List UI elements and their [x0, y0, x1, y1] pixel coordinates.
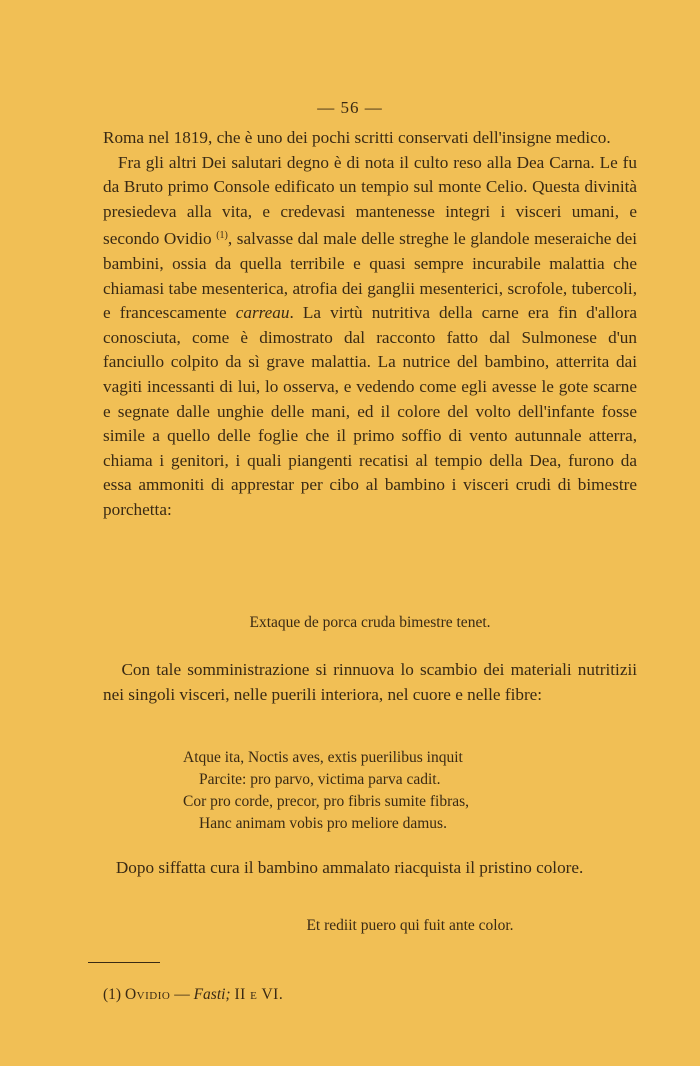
main-text-block: [103, 126, 637, 523]
footnote-author: Ovidio: [124, 986, 171, 1003]
footnote: [103, 986, 283, 1004]
paragraph-1: Roma nel 1819, che è uno dei pochi scritti conservati dell'insigne medico.: [103, 128, 611, 147]
paragraph-4-text: Dopo siffatta cura il bambino ammalato riacquista il pristino colore.: [115, 858, 584, 877]
verse-line-3: Cor pro corde, precor, pro fibris sumite fibras,: [183, 793, 470, 810]
footnote-divider: [88, 962, 160, 963]
footnote-reference: (1): [216, 230, 228, 242]
paragraph-4: [103, 856, 637, 881]
italic-term: carreau: [235, 303, 290, 323]
paragraph-3: [103, 658, 637, 707]
latin-quote-2: Et rediit puero qui fuit ante color.: [306, 917, 514, 934]
footnote-marker: (1): [103, 986, 122, 1003]
paragraph-2-part-c: . La virtù nutritiva della carne era fin d'allora conosciuta, come è dimostrato dal racconto fatto dal Sulmonese d'un fanciullo colpito da sì grave malattia. La nutrice del bambino, atterrita dai vagiti incessanti di lui, lo osserva, e vedendo come egli avesse le gote scarne e segnate dalle unghie delle mani, ed il colore del volto dell'infante fosse simile a quello delle foglie che il primo soffio di vento autunnale atterra, chiama i genitori, i quali piangenti recatisi al tempio della Dea, furono da essa ammoniti di apprestar per cibo al bambino i visceri crudi di bimestre porchetta:: [103, 303, 637, 519]
verse-line-2: Parcite: pro parvo, victima parva cadit.: [199, 771, 441, 788]
verse-line-1: Atque ita, Noctis aves, extis puerilibus inquit: [183, 749, 463, 766]
latin-quote-1: Extaque de porca cruda bimestre tenet.: [249, 614, 491, 631]
paragraph-2-part-b: , salvasse dal male delle streghe le glandole meseraiche dei bambini, ossia da quella terribile e quasi sempre incurabile malattia che chiamasi tabe mesenterica, atrofia dei ganglii mesenterici, scrofole, tubercoli, e francescamente: [103, 229, 637, 323]
footnote-work: Fasti;: [193, 986, 231, 1003]
paragraph-3-text: Con tale somministrazione si rinnuova lo scambio dei materiali nutritizii nei singoli visceri, nelle puerili interiora, nel cuore e nelle fibre:: [103, 660, 637, 704]
verse-line-4: Hanc animam vobis pro meliore damus.: [199, 815, 447, 832]
latin-verse: [183, 747, 583, 835]
page-number: — 56 —: [317, 98, 383, 117]
footnote-dash: —: [174, 986, 190, 1003]
footnote-books: II e VI.: [234, 986, 284, 1003]
paragraph-2: [103, 151, 637, 523]
paragraph-2-part-a: Fra gli altri Dei salutari degno è di nota il culto reso alla Dea Carna. Le fu da Bruto primo Console edificato un tempio sul monte Celio. Questa divinità presiedeva alla vita, e credevasi mantenesse integri i visceri umani, e secondo Ovidio: [103, 152, 638, 249]
